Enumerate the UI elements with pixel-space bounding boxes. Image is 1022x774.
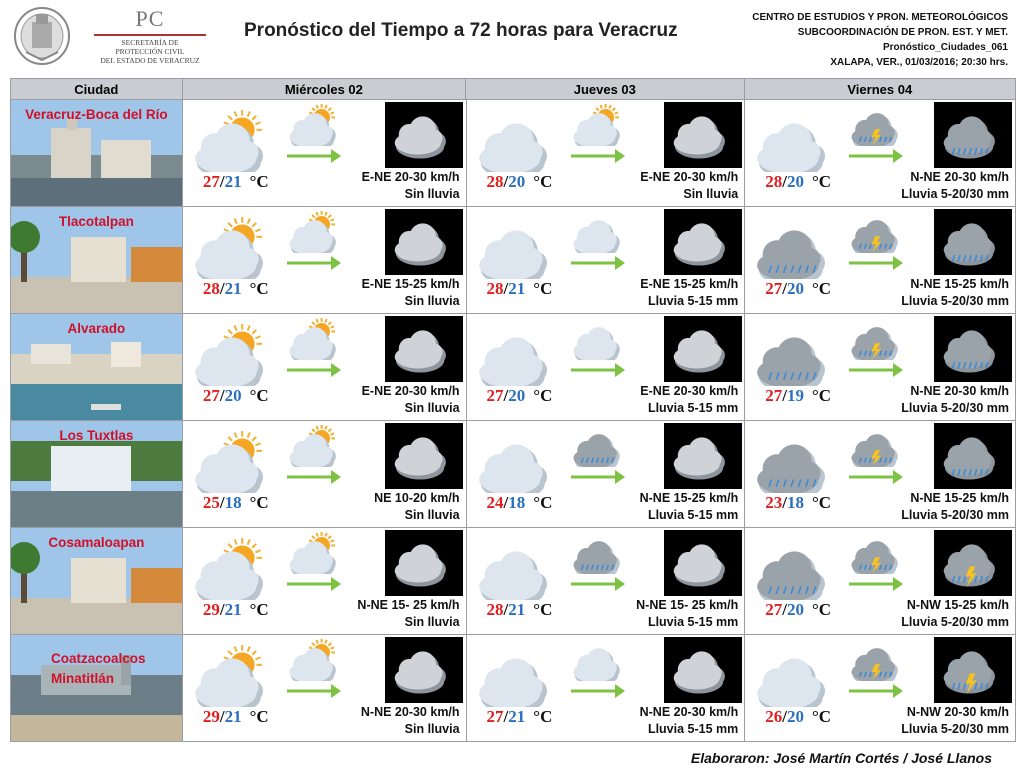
- page-title: Pronóstico del Tiempo a 72 horas para Veracruz: [244, 20, 678, 41]
- temp-unit: °C: [533, 493, 553, 512]
- temperature: 27/21 °C: [486, 707, 553, 726]
- partly-small-weather-icon: [288, 318, 344, 360]
- temp-max: 28: [202, 279, 220, 298]
- rain-forecast: Lluvia 5-20/30 mm: [901, 508, 1009, 522]
- temp-unit: °C: [812, 172, 832, 191]
- rain-forecast: Lluvia 5-15 mm: [647, 508, 739, 522]
- temp-min: 20: [224, 386, 242, 405]
- partly-small-weather-icon: [288, 639, 344, 681]
- temp-unit: °C: [533, 386, 553, 405]
- rain-night-weather-icon: [934, 209, 1012, 275]
- rain-forecast: Lluvia 5-20/30 mm: [901, 187, 1009, 201]
- temp-min: 21: [508, 600, 526, 619]
- cloudy-night-weather-icon: [385, 423, 463, 489]
- partly-weather-icon: [193, 110, 275, 172]
- cloudy-night-weather-icon: [385, 530, 463, 596]
- cloudy-weather-icon: [477, 431, 559, 493]
- cloudy-weather-icon: [755, 645, 837, 707]
- wind-direction-arrow-icon: [571, 360, 627, 380]
- cloudy-weather-icon: [477, 645, 559, 707]
- temp-min: 20: [787, 707, 804, 726]
- day-cell-3: [745, 421, 1016, 527]
- cloudy-night-weather-icon: [664, 102, 742, 168]
- partly-small-weather-icon: [288, 211, 344, 253]
- temp-unit: °C: [812, 600, 832, 619]
- temp-unit: °C: [249, 707, 269, 726]
- temp-max: 27: [202, 172, 220, 191]
- wind-forecast: E-NE 20-30 km/h: [640, 170, 739, 184]
- wind-direction-arrow-icon: [571, 253, 627, 273]
- storm-small-weather-icon: [850, 211, 906, 253]
- day-cell-2: [467, 100, 746, 206]
- cloudy-small-weather-icon: [572, 318, 628, 360]
- wind-direction-arrow-icon: [849, 360, 905, 380]
- temperature: 29/21 °C: [202, 600, 269, 619]
- table-row: [10, 421, 1016, 528]
- temp-unit: °C: [249, 386, 269, 405]
- wind-forecast: NE 10-20 km/h: [374, 491, 460, 505]
- wind-direction-arrow-icon: [849, 146, 905, 166]
- partly-weather-icon: [193, 431, 275, 493]
- temp-unit: °C: [812, 493, 832, 512]
- table-row: [10, 314, 1016, 421]
- temp-min: 21: [224, 707, 242, 726]
- storm-small-weather-icon: [850, 639, 906, 681]
- agency-line-2: PROTECCIÓN CIVIL: [115, 47, 185, 56]
- city-name: Coatzacoalcos Minatitlán: [51, 651, 146, 686]
- wind-direction-arrow-icon: [571, 574, 627, 594]
- rain-forecast: Sin lluvia: [404, 508, 460, 522]
- temp-min: 18: [787, 493, 804, 512]
- city-cell: [11, 635, 183, 741]
- protection-civil-logo: [90, 6, 210, 65]
- agency-line-3: DEL ESTADO DE VERACRUZ: [100, 56, 200, 65]
- temp-max: 29: [202, 707, 220, 726]
- wind-direction-arrow-icon: [571, 681, 627, 701]
- table-header: [10, 78, 1016, 100]
- agency-initials: PC: [135, 6, 165, 31]
- temp-unit: °C: [812, 386, 832, 405]
- temp-min: 20: [787, 172, 804, 191]
- table-row: [10, 100, 1016, 207]
- rain-forecast: Sin lluvia: [404, 615, 460, 629]
- wind-direction-arrow-icon: [571, 146, 627, 166]
- temp-min: 21: [224, 279, 242, 298]
- temp-max: 24: [486, 493, 504, 512]
- wind-forecast: N-NE 20-30 km/h: [360, 705, 460, 719]
- temp-min: 20: [508, 172, 526, 191]
- temperature: 27/20 °C: [765, 279, 832, 298]
- city-name: Veracruz-Boca del Río: [25, 107, 168, 122]
- temp-max: 27: [202, 386, 220, 405]
- temperature: 24/18 °C: [486, 493, 553, 512]
- column-header-day1: Miércoles 02: [183, 79, 466, 99]
- rain-weather-icon: [755, 538, 837, 600]
- wind-forecast: N-NE 15-25 km/h: [910, 491, 1009, 505]
- temperature: 28/21 °C: [202, 279, 269, 298]
- temp-max: 27: [486, 386, 504, 405]
- rain-forecast: Lluvia 5-15 mm: [647, 722, 739, 736]
- cloudy-night-weather-icon: [385, 637, 463, 703]
- day-cell-1: [183, 635, 467, 741]
- temperature: 26/20 °C: [765, 707, 832, 726]
- wind-direction-arrow-icon: [287, 146, 343, 166]
- temp-max: 28: [486, 279, 504, 298]
- city-name: Los Tuxtlas: [59, 428, 134, 443]
- temp-min: 21: [508, 707, 526, 726]
- rain-forecast: Sin lluvia: [404, 401, 460, 415]
- rain-forecast: Sin lluvia: [404, 187, 460, 201]
- temperature: 27/19 °C: [765, 386, 832, 405]
- city-cell: [11, 314, 183, 420]
- partly-small-weather-icon: [572, 104, 628, 146]
- partly-small-weather-icon: [288, 532, 344, 574]
- wind-forecast: N-NW 20-30 km/h: [906, 705, 1009, 719]
- storm-night-weather-icon: [934, 637, 1012, 703]
- day-cell-1: [183, 207, 467, 313]
- day-cell-3: [745, 635, 1016, 741]
- temp-unit: °C: [533, 600, 553, 619]
- day-cell-1: [183, 528, 467, 634]
- temperature: 28/20 °C: [765, 172, 832, 191]
- temp-max: 23: [765, 493, 783, 512]
- storm-small-weather-icon: [850, 532, 906, 574]
- column-header-day2: Jueves 03: [466, 79, 744, 99]
- day-cell-3: [745, 528, 1016, 634]
- rain-forecast: Lluvia 5-20/30 mm: [901, 401, 1009, 415]
- forecast-table: [10, 78, 1016, 742]
- temp-min: 21: [508, 279, 526, 298]
- wind-forecast: E-NE 20-30 km/h: [361, 384, 460, 398]
- issuer-info: [752, 10, 1008, 70]
- header: [0, 0, 1022, 78]
- day-cell-2: [467, 421, 746, 527]
- wind-forecast: E-NE 20-30 km/h: [361, 170, 460, 184]
- cloudy-night-weather-icon: [664, 530, 742, 596]
- rain-forecast: Sin lluvia: [404, 722, 460, 736]
- wind-direction-arrow-icon: [287, 253, 343, 273]
- temp-unit: °C: [533, 707, 553, 726]
- temperature: 23/18 °C: [765, 493, 832, 512]
- table-row: [10, 635, 1016, 742]
- storm-night-weather-icon: [934, 530, 1012, 596]
- table-row: [10, 207, 1016, 314]
- day-cell-3: [745, 314, 1016, 420]
- footer-credits: Elaboraron: José Martín Cortés / José Llanos: [690, 750, 992, 766]
- temp-unit: °C: [812, 707, 832, 726]
- partly-weather-icon: [193, 645, 275, 707]
- rain-small-weather-icon: [572, 425, 628, 467]
- temp-max: 29: [202, 600, 220, 619]
- temperature: 28/21 °C: [486, 279, 553, 298]
- wind-direction-arrow-icon: [849, 253, 905, 273]
- temp-unit: °C: [249, 600, 269, 619]
- state-seal-logo: [12, 4, 72, 66]
- issuer-line-2: SUBCOORDINACIÓN DE PRON. EST. Y MET.: [797, 27, 1008, 38]
- city-cell: [11, 100, 183, 206]
- cloudy-night-weather-icon: [385, 102, 463, 168]
- city-cell: [11, 207, 183, 313]
- cloudy-night-weather-icon: [664, 209, 742, 275]
- rain-forecast: Lluvia 5-15 mm: [647, 401, 739, 415]
- temp-unit: °C: [812, 279, 832, 298]
- cloudy-weather-icon: [477, 110, 559, 172]
- cloudy-weather-icon: [755, 110, 837, 172]
- wind-forecast: N-NE 15-25 km/h: [910, 277, 1009, 291]
- wind-direction-arrow-icon: [849, 574, 905, 594]
- day-cell-2: [467, 314, 746, 420]
- temp-unit: °C: [533, 172, 553, 191]
- day-cell-3: [745, 100, 1016, 206]
- temp-max: 27: [765, 279, 783, 298]
- temp-unit: °C: [249, 279, 269, 298]
- wind-direction-arrow-icon: [287, 467, 343, 487]
- issuer-line-1: CENTRO DE ESTUDIOS Y PRON. METEOROLÓGICOS: [752, 12, 1008, 23]
- wind-direction-arrow-icon: [287, 360, 343, 380]
- temp-max: 28: [765, 172, 783, 191]
- temp-max: 27: [765, 386, 783, 405]
- cloudy-night-weather-icon: [664, 423, 742, 489]
- day-cell-1: [183, 314, 467, 420]
- storm-small-weather-icon: [850, 104, 906, 146]
- partly-weather-icon: [193, 324, 275, 386]
- city-name: Cosamaloapan: [48, 535, 145, 550]
- wind-forecast: N-NE 20-30 km/h: [910, 170, 1009, 184]
- wind-forecast: N-NE 20-30 km/h: [639, 705, 739, 719]
- table-body: [10, 100, 1016, 742]
- storm-small-weather-icon: [850, 318, 906, 360]
- rain-forecast: Lluvia 5-20/30 mm: [901, 615, 1009, 629]
- cloudy-small-weather-icon: [572, 639, 628, 681]
- temp-min: 20: [787, 600, 804, 619]
- temp-min: 20: [787, 279, 804, 298]
- temp-max: 28: [486, 600, 504, 619]
- temp-unit: °C: [249, 493, 269, 512]
- temp-max: 27: [765, 600, 783, 619]
- temp-min: 18: [508, 493, 526, 512]
- storm-small-weather-icon: [850, 425, 906, 467]
- rain-forecast: Lluvia 5-20/30 mm: [901, 722, 1009, 736]
- city-cell: [11, 421, 183, 527]
- rain-night-weather-icon: [934, 102, 1012, 168]
- wind-direction-arrow-icon: [571, 467, 627, 487]
- rain-forecast: Lluvia 5-20/30 mm: [901, 294, 1009, 308]
- temp-unit: °C: [249, 172, 269, 191]
- temp-min: 18: [224, 493, 242, 512]
- issuer-line-4: XALAPA, VER., 01/03/2016; 20:30 hrs.: [830, 57, 1008, 68]
- wind-forecast: E-NE 15-25 km/h: [640, 277, 739, 291]
- wind-forecast: E-NE 20-30 km/h: [640, 384, 739, 398]
- cloudy-weather-icon: [477, 217, 559, 279]
- city-name: Tlacotalpan: [58, 214, 134, 229]
- temperature: 29/21 °C: [202, 707, 269, 726]
- day-cell-2: [467, 528, 746, 634]
- wind-forecast: N-NE 15- 25 km/h: [357, 598, 460, 612]
- rain-weather-icon: [755, 431, 837, 493]
- cloudy-night-weather-icon: [664, 637, 742, 703]
- wind-forecast: N-NE 15-25 km/h: [639, 491, 739, 505]
- temperature: 25/18 °C: [202, 493, 269, 512]
- issuer-line-3: Pronóstico_Ciudades_061: [882, 42, 1008, 53]
- table-row: [10, 528, 1016, 635]
- partly-weather-icon: [193, 538, 275, 600]
- cloudy-weather-icon: [477, 324, 559, 386]
- temperature: 27/20 °C: [202, 386, 269, 405]
- rain-forecast: Lluvia 5-15 mm: [647, 615, 739, 629]
- rain-forecast: Lluvia 5-15 mm: [647, 294, 739, 308]
- city-cell: [11, 528, 183, 634]
- rain-night-weather-icon: [934, 316, 1012, 382]
- rain-forecast: Sin lluvia: [683, 187, 739, 201]
- wind-direction-arrow-icon: [849, 681, 905, 701]
- day-cell-2: [467, 635, 746, 741]
- wind-direction-arrow-icon: [849, 467, 905, 487]
- city-name: Alvarado: [67, 321, 126, 336]
- agency-line-1: SECRETARÍA DE: [121, 38, 179, 47]
- rain-forecast: Sin lluvia: [404, 294, 460, 308]
- partly-weather-icon: [193, 217, 275, 279]
- column-header-city: Ciudad: [11, 79, 183, 99]
- day-cell-2: [467, 207, 746, 313]
- day-cell-1: [183, 421, 467, 527]
- day-cell-3: [745, 207, 1016, 313]
- wind-forecast: E-NE 15-25 km/h: [361, 277, 460, 291]
- temperature: 27/21 °C: [202, 172, 269, 191]
- cloudy-night-weather-icon: [664, 316, 742, 382]
- temp-max: 25: [202, 493, 220, 512]
- column-header-day3: Viernes 04: [847, 82, 913, 97]
- cloudy-night-weather-icon: [385, 316, 463, 382]
- partly-small-weather-icon: [288, 425, 344, 467]
- temp-max: 26: [765, 707, 783, 726]
- wind-forecast: N-NW 15-25 km/h: [906, 598, 1009, 612]
- temp-unit: °C: [533, 279, 553, 298]
- temp-min: 20: [508, 386, 526, 405]
- cloudy-weather-icon: [477, 538, 559, 600]
- temperature: 28/21 °C: [486, 600, 553, 619]
- rain-small-weather-icon: [572, 532, 628, 574]
- partly-small-weather-icon: [288, 104, 344, 146]
- cloudy-small-weather-icon: [572, 211, 628, 253]
- temp-min: 21: [224, 600, 242, 619]
- wind-forecast: N-NE 20-30 km/h: [910, 384, 1009, 398]
- temp-max: 28: [486, 172, 504, 191]
- rain-weather-icon: [755, 217, 837, 279]
- day-cell-1: [183, 100, 467, 206]
- temp-max: 27: [486, 707, 504, 726]
- temperature: 27/20 °C: [486, 386, 553, 405]
- wind-direction-arrow-icon: [287, 574, 343, 594]
- temp-min: 21: [224, 172, 242, 191]
- temperature: 27/20 °C: [765, 600, 832, 619]
- rain-weather-icon: [755, 324, 837, 386]
- temperature: 28/20 °C: [486, 172, 553, 191]
- temp-min: 19: [787, 386, 804, 405]
- cloudy-night-weather-icon: [385, 209, 463, 275]
- wind-forecast: N-NE 15- 25 km/h: [636, 598, 739, 612]
- rain-night-weather-icon: [934, 423, 1012, 489]
- wind-direction-arrow-icon: [287, 681, 343, 701]
